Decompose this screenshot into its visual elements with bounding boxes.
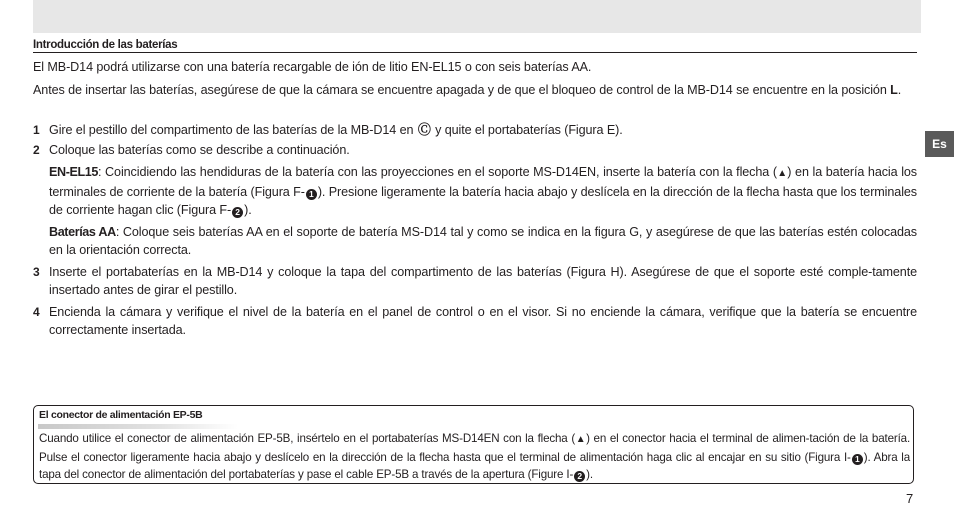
step-1 — [33, 121, 917, 139]
sub-aa-text: : Coloque seis baterías AA en el soporte de batería MS-D14 tal y como se indica en la figura G, y asegúrese de que las baterías estén colocadas en la orientación correcta. — [49, 225, 917, 257]
step-3 — [33, 263, 917, 299]
figure-marker-1-icon: 1 — [306, 189, 317, 200]
sub-enel15-text-a: : Coincidiendo las hendiduras de la batería con las proyecciones en el soporte MS-D14EN, inserte la batería con la flecha ( — [98, 165, 777, 179]
sub-enel15 — [49, 163, 917, 219]
step-number: 1 — [33, 123, 40, 137]
note-title: El conector de alimentación EP-5B — [39, 409, 247, 421]
sub-label: EN-EL15 — [49, 165, 98, 179]
lock-position-label: L — [890, 83, 898, 97]
step-text: Coloque las baterías como se describe a continuación. — [49, 143, 350, 157]
note-text-d: ). — [586, 468, 593, 481]
note-box — [33, 405, 914, 484]
intro-paragraph-1: El MB-D14 podrá utilizarse con una batería recargable de ión de litio EN-EL15 o con seis baterías AA. — [33, 60, 592, 74]
intro-paragraph-2-end: . — [897, 83, 902, 97]
sub-enel15-text-c: ). Presione ligeramente la batería hacia abajo y deslícela en la dirección de la flecha hasta que los terminales de corriente hagan clic (Figura F- — [49, 185, 917, 217]
step-number: 4 — [33, 305, 40, 319]
step-text: Encienda la cámara y verifique el nivel de la batería en el panel de control o en el visor. Si no enciende la cámara, verifique que la batería se encuentre correctamente insertada. — [49, 305, 917, 337]
note-text-b: ) en el conector hacia el terminal de alimen-tación de la batería. Pulse el conector ligeramente hacia abajo y deslícelo en la dirección de la flecha hasta que el terminal de alimentación haga clic al encajar en su sitio (Figura I- — [39, 432, 911, 464]
arrow-up-icon: ▲ — [575, 434, 587, 445]
intro-paragraph-2 — [33, 81, 917, 99]
step-2 — [33, 141, 917, 159]
sub-label: Baterías AA — [49, 225, 116, 239]
step-1-text-a: Gire el pestillo del compartimento de las baterías de la MB-D14 en — [49, 123, 417, 137]
note-text-c: ). Abra la tapa del conector de alimentación del portabaterías y pase el cable EP-5B a través de la apertura (Figure I- — [39, 450, 910, 481]
note-text-a: Cuando utilice el conector de alimentación EP-5B, insértelo en el portabaterías MS-D14EN con la flecha ( — [39, 432, 576, 445]
sub-enel15-text-b: ) en la batería hacia los terminales de corriente de la batería (Figura F- — [49, 165, 917, 199]
step-number: 2 — [33, 143, 40, 157]
figure-marker-2-icon: 2 — [574, 471, 585, 482]
step-1-text-b: y quite el portabaterías (Figura E). — [431, 123, 623, 137]
language-tab: Es — [925, 131, 954, 157]
header-band — [33, 0, 921, 33]
figure-marker-1-icon: 1 — [852, 454, 863, 465]
page-number: 7 — [906, 491, 914, 506]
step-4 — [33, 303, 917, 339]
step-text — [49, 121, 917, 139]
sub-enel15-text-d: ). — [244, 203, 252, 217]
unlock-symbol-icon: Ⓒ — [417, 122, 431, 137]
step-number: 3 — [33, 265, 40, 279]
note-text — [39, 430, 910, 484]
sub-aa — [49, 223, 917, 259]
figure-marker-2-icon: 2 — [232, 207, 243, 218]
section-title: Introducción de las baterías — [33, 39, 917, 53]
note-title-rule — [38, 424, 238, 429]
step-text: Inserte el portabaterías en la MB-D14 y coloque la tapa del compartimento de las baterías (Figura H). Asegúrese de que el soporte esté comple-tamente insertado antes de girar el pestillo. — [49, 265, 917, 297]
arrow-up-icon: ▲ — [776, 168, 788, 179]
intro-paragraph-2-text: Antes de insertar las baterías, asegúrese de que la cámara se encuentre apagada y de que el bloqueo de control de la MB-D14 se encuentre en la posición — [33, 83, 891, 97]
